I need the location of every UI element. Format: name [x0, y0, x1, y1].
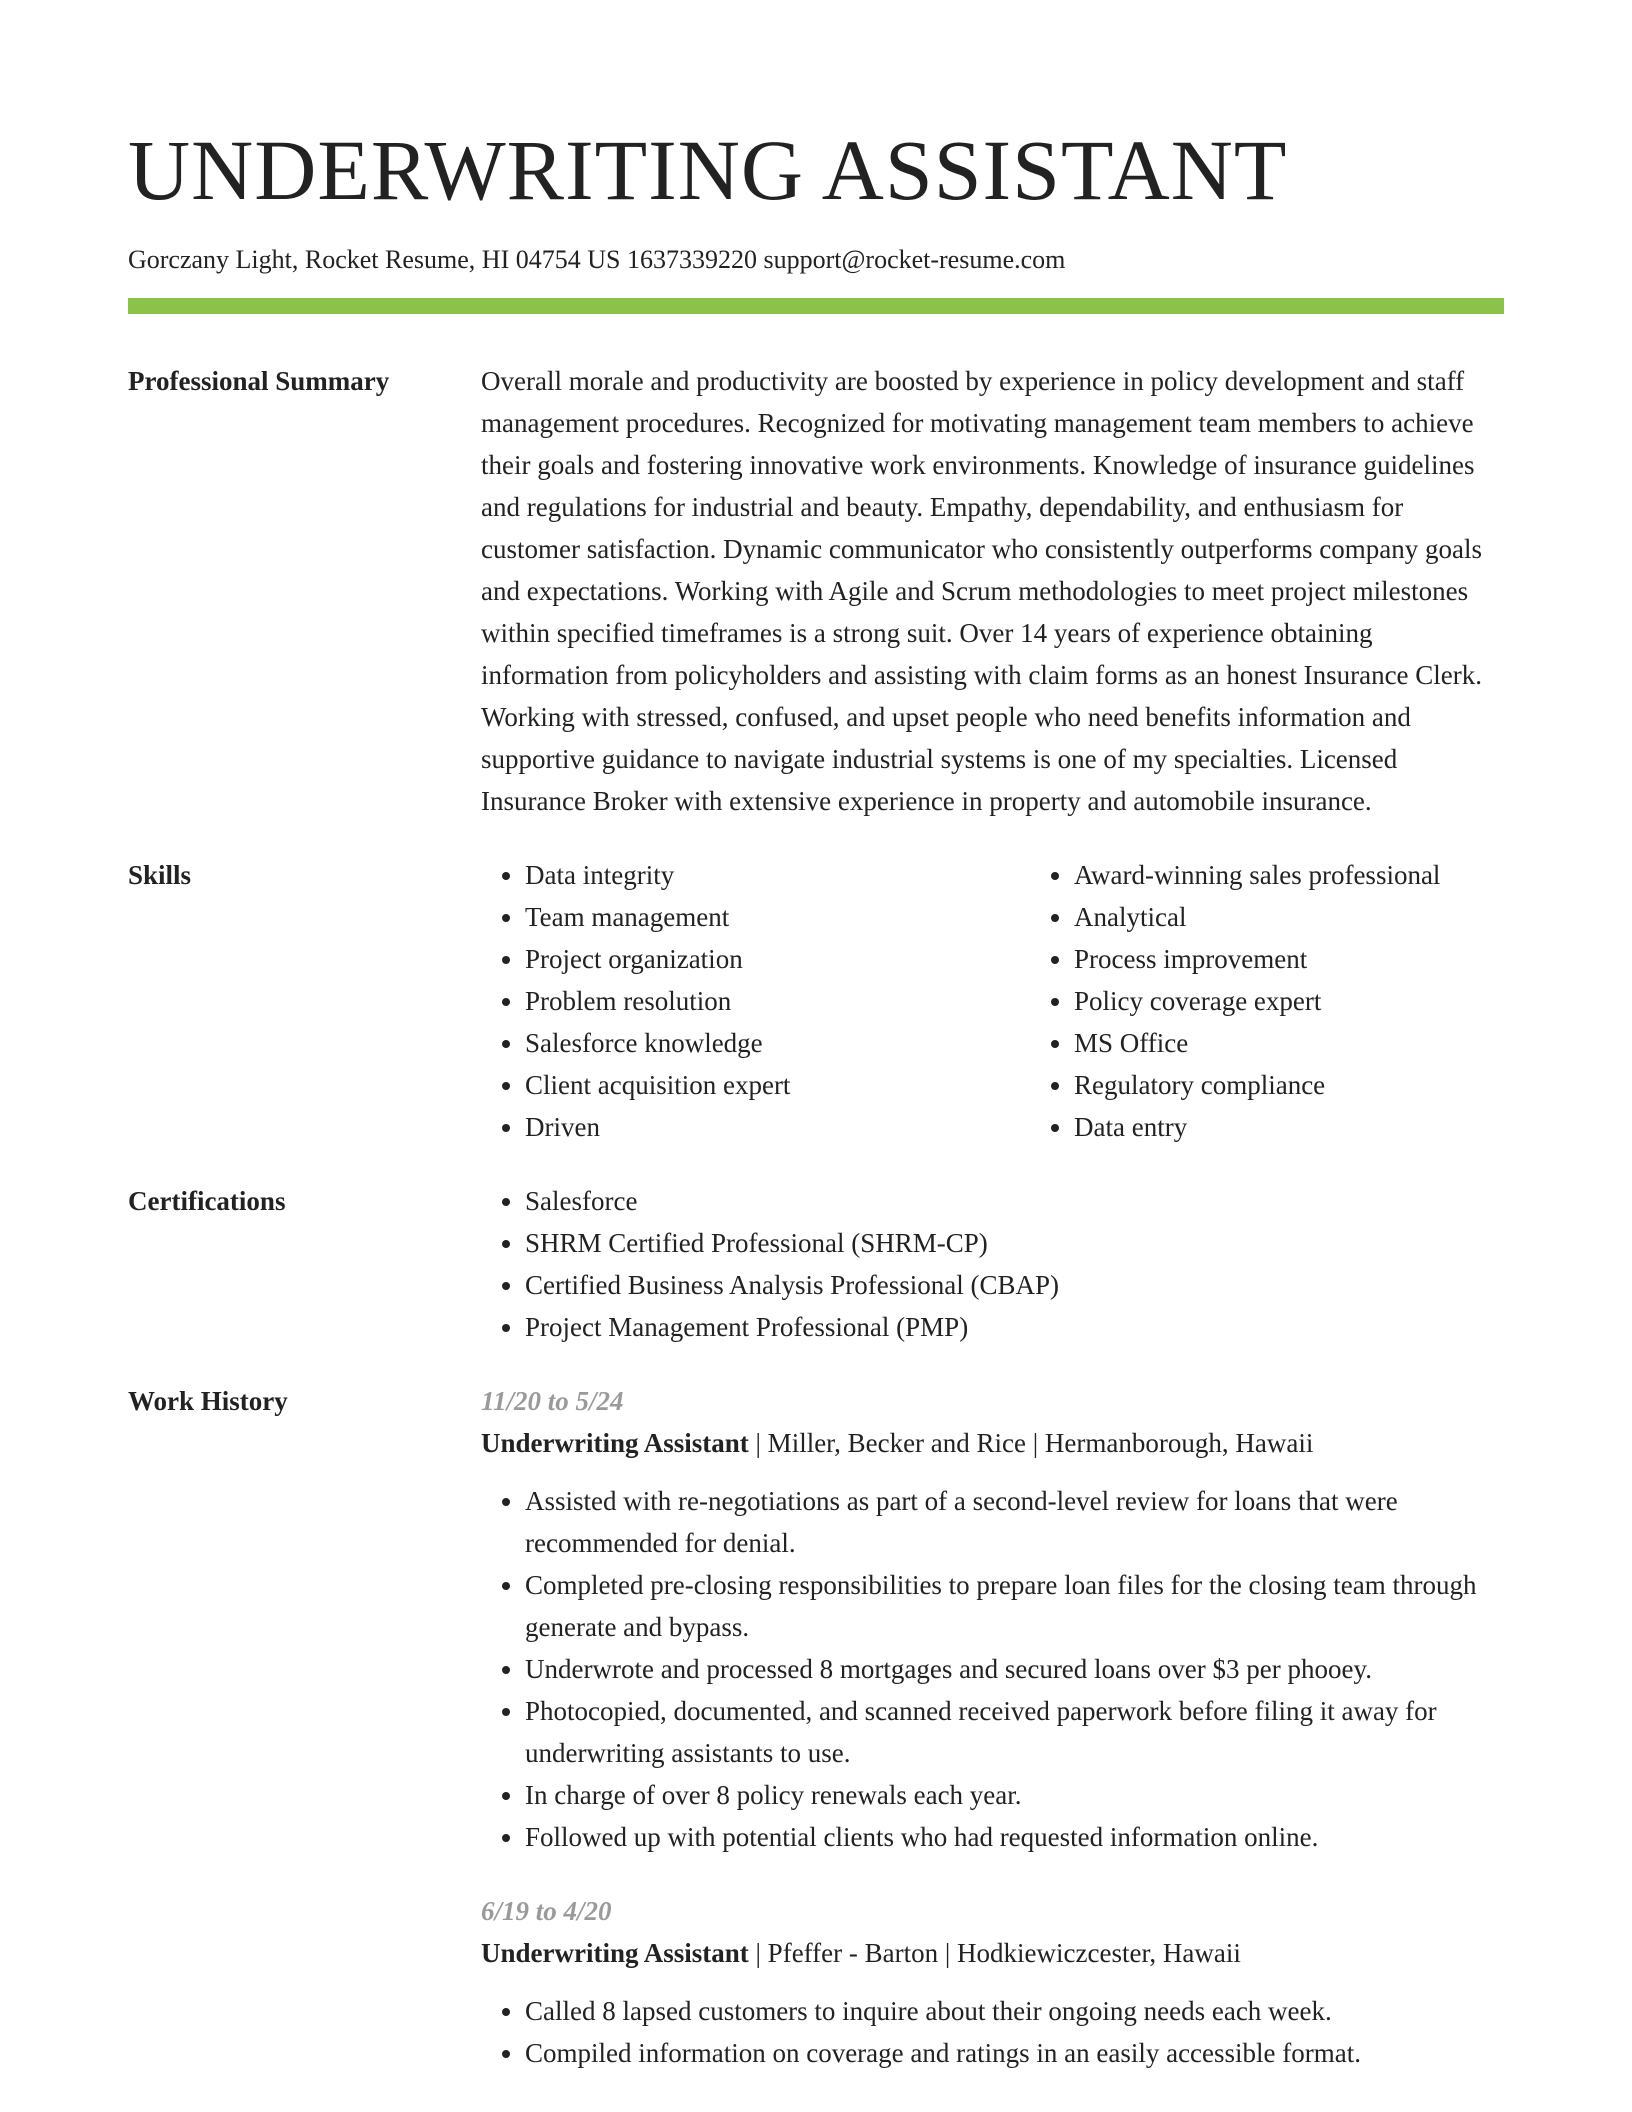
skills-body [481, 854, 1579, 1148]
work-history-heading: Work History [128, 1386, 288, 1416]
skill-item: • Client acquisition expert [525, 1064, 1030, 1106]
job-bullet: • Assisted with re-negotiations as part of a second-level review for loans that were recommended for denial. [525, 1480, 1504, 1564]
certification-item: • Certified Business Analysis Professional (CBAP) [525, 1264, 1504, 1306]
skill-item: • Data entry [1074, 1106, 1579, 1148]
skills-list-left [481, 854, 1030, 1148]
job-bullet: • Compiled information on coverage and ratings in an easily accessible format. [525, 2032, 1504, 2074]
skills-section [128, 854, 1504, 1148]
job-dates: 11/20 to 5/24 [481, 1386, 624, 1416]
job-bullet: • Completed pre-closing responsibilities to prepare loan files for the closing team through generate and bypass. [525, 1564, 1504, 1648]
summary-section [128, 360, 1504, 822]
skill-item: • Process improvement [1074, 938, 1579, 980]
certifications-body [481, 1180, 1504, 1348]
job-title: Underwriting Assistant [481, 1938, 749, 1968]
skill-item: • Regulatory compliance [1074, 1064, 1579, 1106]
skills-list-right [1030, 854, 1579, 1148]
certifications-heading: Certifications [128, 1186, 286, 1216]
skill-item: • Salesforce knowledge [525, 1022, 1030, 1064]
job-entry [481, 1890, 1504, 2074]
work-history-body [481, 1380, 1504, 2074]
job-entry [481, 1380, 1504, 1858]
job-bullet: • Photocopied, documented, and scanned received paperwork before filing it away for underwriting assistants to use. [525, 1690, 1504, 1774]
certification-item: • Salesforce [525, 1180, 1504, 1222]
contact-line: Gorczany Light, Rocket Resume, HI 04754 US 1637339220 support@rocket-resume.com [128, 245, 1066, 274]
summary-text: Overall morale and productivity are boosted by experience in policy development and staff management procedures. Recognized for motivating management team members to achieve their goals and fostering innovative work environments. Knowledge of insurance guidelines and regulations for industrial and beauty. Empathy, dependability, and enthusiasm for customer satisfaction. Dynamic communicator who consistently outperforms company goals and expectations. Working with Agile and Scrum methodologies to meet project milestones within specified timeframes is a strong suit. Over 14 years of experience obtaining information from policyholders and assisting with claim forms as an honest Insurance Clerk. Working with stressed, confused, and upset people who need benefits information and supportive guidance to navigate industrial systems is one of my specialties. Licensed Insurance Broker with extensive experience in property and automobile insurance. [481, 366, 1483, 816]
job-title: Underwriting Assistant [481, 1428, 749, 1458]
job-bullet: • Followed up with potential clients who had requested information online. [525, 1816, 1504, 1858]
skill-item: • MS Office [1074, 1022, 1579, 1064]
work-history-section [128, 1380, 1504, 2074]
job-bullet: • In charge of over 8 policy renewals each year. [525, 1774, 1504, 1816]
certifications-list [481, 1180, 1504, 1348]
job-bullets [481, 1990, 1504, 2074]
job-bullet: • Called 8 lapsed customers to inquire about their ongoing needs each week. [525, 1990, 1504, 2032]
skill-item: • Policy coverage expert [1074, 980, 1579, 1022]
job-bullet: • Underwrote and processed 8 mortgages and secured loans over $3 per phooey. [525, 1648, 1504, 1690]
skills-heading: Skills [128, 860, 192, 890]
job-details: | Pfeffer - Barton | Hodkiewiczcester, Hawaii [748, 1938, 1241, 1968]
skill-item: • Data integrity [525, 854, 1030, 896]
skill-item: • Analytical [1074, 896, 1579, 938]
skill-item: • Project organization [525, 938, 1030, 980]
certification-item: • SHRM Certified Professional (SHRM-CP) [525, 1222, 1504, 1264]
job-bullets [481, 1480, 1504, 1858]
summary-body [481, 360, 1504, 822]
skill-item: • Award-winning sales professional [1074, 854, 1579, 896]
summary-heading: Professional Summary [128, 366, 390, 396]
job-heading [481, 1422, 1504, 1464]
certifications-section [128, 1180, 1504, 1348]
job-heading [481, 1932, 1504, 1974]
skill-item: • Team management [525, 896, 1030, 938]
job-dates: 6/19 to 4/20 [481, 1896, 612, 1926]
accent-divider [128, 298, 1504, 314]
candidate-name: UNDERWRITING ASSISTANT [128, 122, 1288, 218]
skill-item: • Driven [525, 1106, 1030, 1148]
job-details: | Miller, Becker and Rice | Hermanborough, Hawaii [748, 1428, 1314, 1458]
certification-item: • Project Management Professional (PMP) [525, 1306, 1504, 1348]
skill-item: • Problem resolution [525, 980, 1030, 1022]
